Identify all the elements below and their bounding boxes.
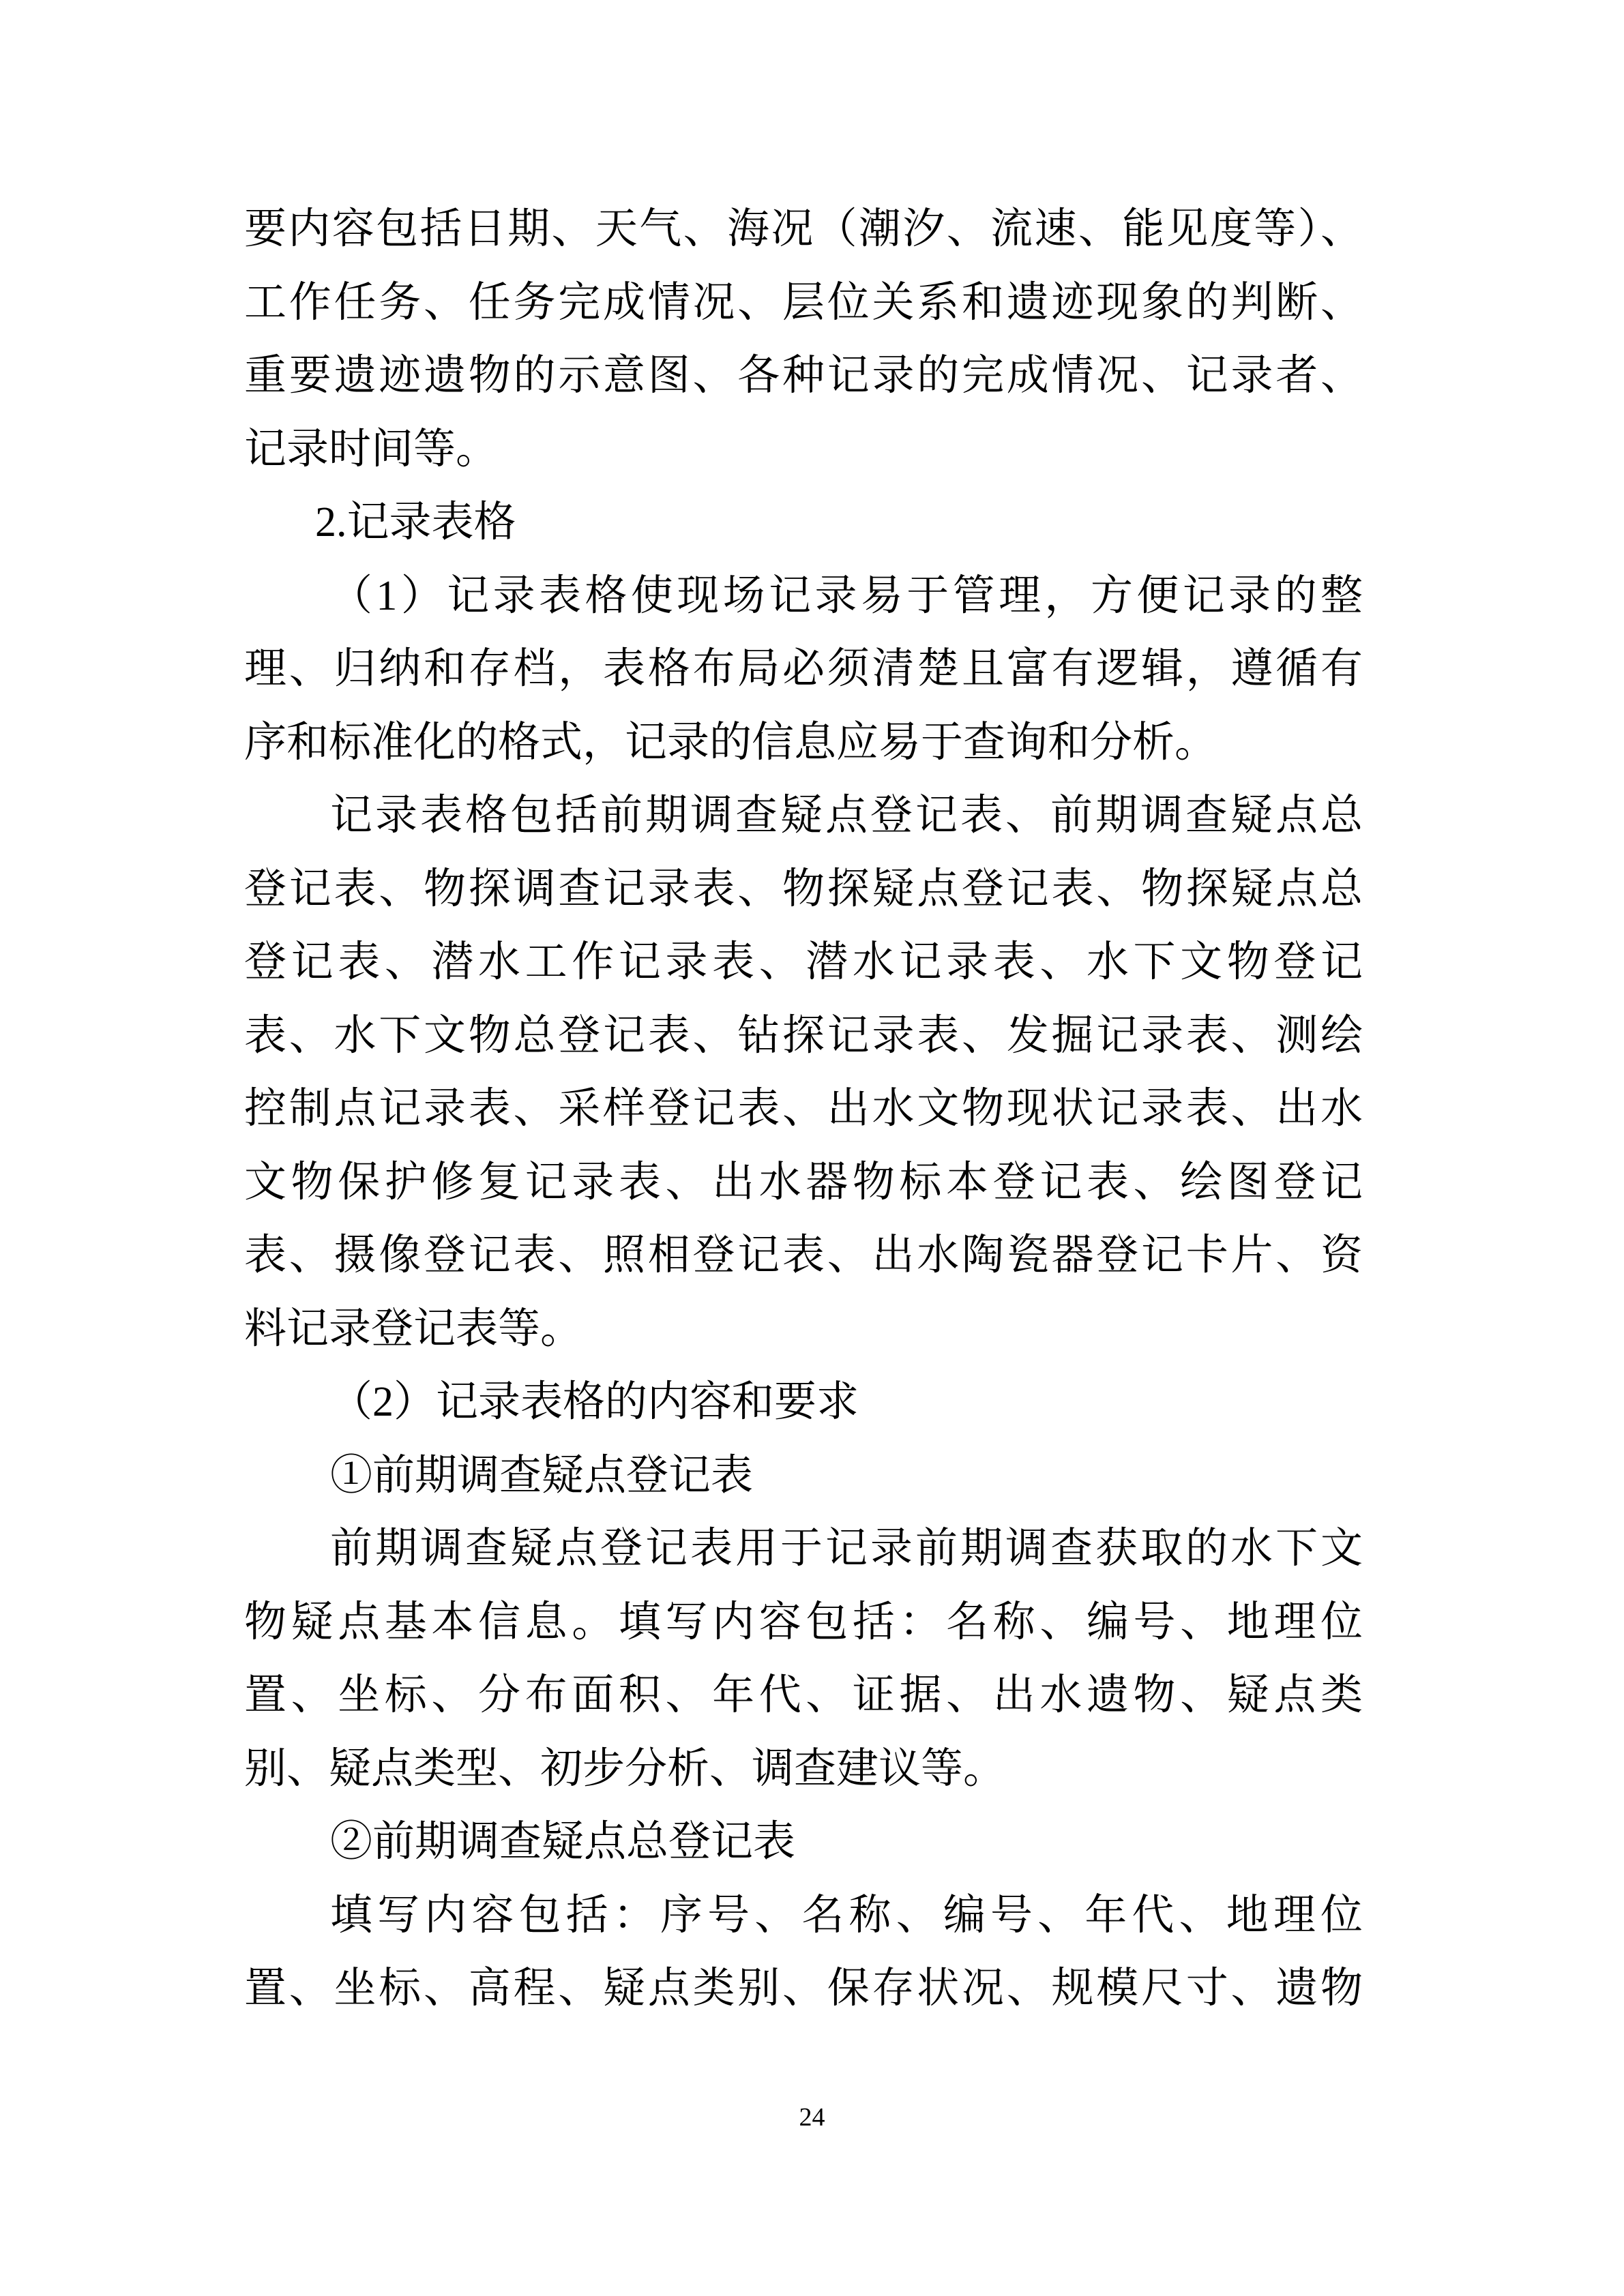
heading-line: （2）记录表格的内容和要求 [330, 1379, 859, 1425]
heading-line: ①前期调查疑点登记表 [330, 1452, 754, 1499]
text-line: 控制点记录表、采样登记表、出水文物现状记录表、出水 [244, 1086, 1363, 1132]
text-line: （1）记录表格使现场记录易于管理，方便记录的整 [330, 572, 1363, 619]
text-line: 登记表、潜水工作记录表、潜水记录表、水下文物登记 [244, 939, 1363, 985]
text-line: 序和标准化的格式，记录的信息应易于查询和分析。 [244, 719, 1217, 766]
text-block [244, 193, 1363, 2026]
text-line: 置、坐标、高程、疑点类别、保存状况、规模尺寸、遗物 [244, 1965, 1363, 2012]
text-line: 记录时间等。 [244, 426, 499, 473]
text-line: 重要遗迹遗物的示意图、各种记录的完成情况、记录者、 [244, 353, 1363, 399]
text-line: 表、水下文物总登记表、钻探记录表、发掘记录表、测绘 [244, 1012, 1363, 1059]
text-line: 料记录登记表等。 [244, 1305, 583, 1352]
heading-line: 2.记录表格 [315, 499, 516, 546]
text-line: 填写内容包括：序号、名称、编号、年代、地理位 [330, 1892, 1363, 1939]
text-line: 物疑点基本信息。填写内容包括：名称、编号、地理位 [244, 1598, 1363, 1645]
text-line: 登记表、物探调查记录表、物探疑点登记表、物探疑点总 [244, 865, 1363, 912]
text-line: 置、坐标、分布面积、年代、证据、出水遗物、疑点类 [244, 1672, 1363, 1718]
text-line: 记录表格包括前期调查疑点登记表、前期调查疑点总 [330, 792, 1363, 839]
heading-line: ②前期调查疑点总登记表 [330, 1819, 796, 1865]
page-number: 24 [799, 2103, 825, 2132]
text-line: 文物保护修复记录表、出水器物标本登记表、绘图登记 [244, 1159, 1363, 1206]
text-line: 表、摄像登记表、照相登记表、出水陶瓷器登记卡片、资 [244, 1232, 1363, 1279]
text-line: 要内容包括日期、天气、海况（潮汐、流速、能见度等）、 [244, 206, 1363, 252]
text-line: 别、疑点类型、初步分析、调查建议等。 [244, 1745, 1006, 1792]
text-line: 前期调查疑点登记表用于记录前期调查获取的水下文 [330, 1525, 1363, 1572]
text-line: 理、归纳和存档，表格布局必须清楚且富有逻辑，遵循有 [244, 646, 1363, 692]
text-line: 工作任务、任务完成情况、层位关系和遗迹现象的判断、 [244, 279, 1363, 326]
